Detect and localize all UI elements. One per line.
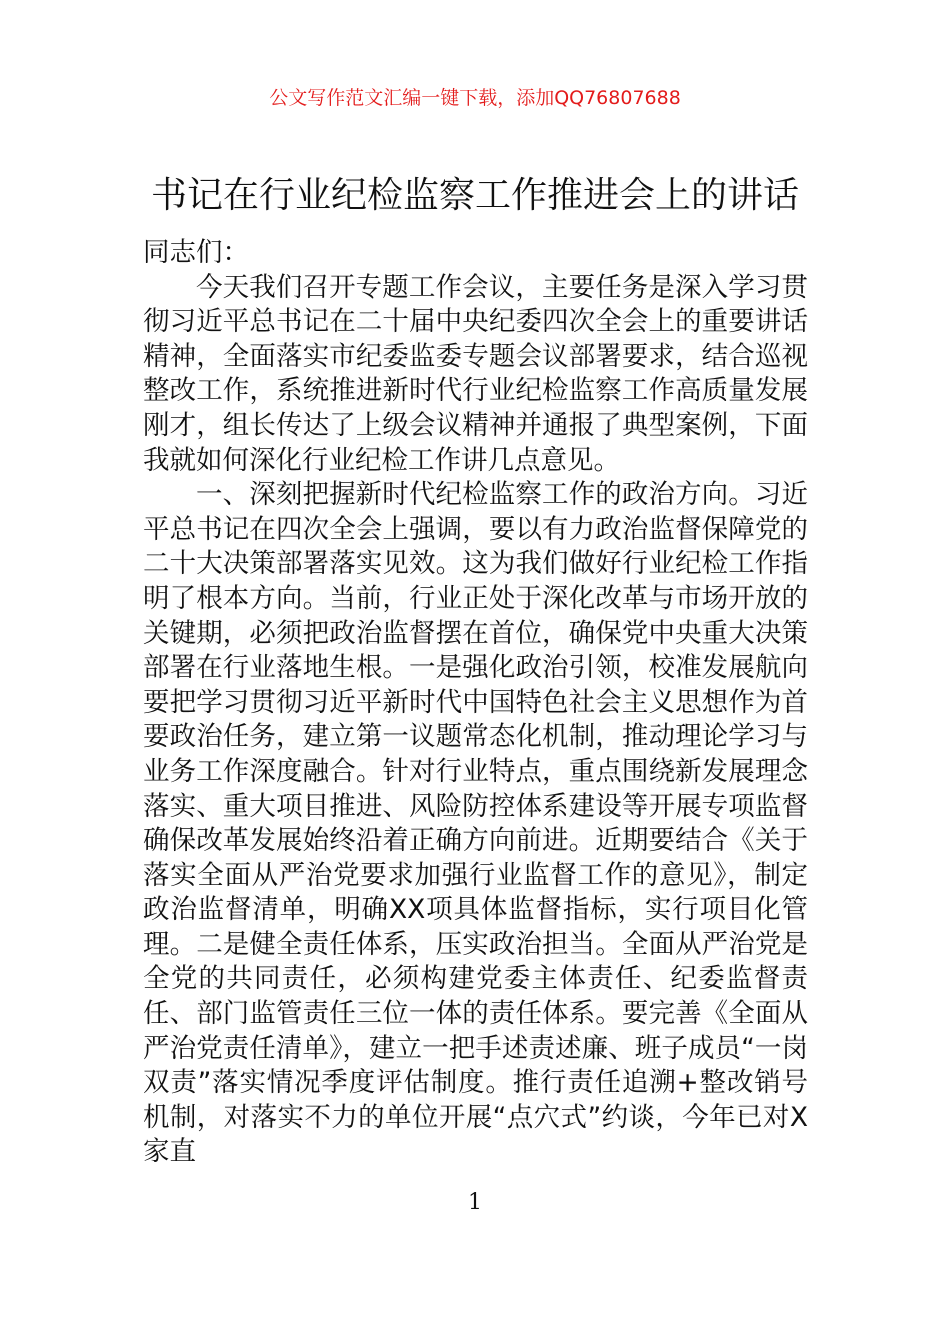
speech-body	[143, 236, 808, 1170]
salutation: 同志们：	[143, 237, 249, 268]
download-watermark: 公文写作范文汇编一键下载，添加QQ76807688	[269, 87, 681, 109]
page-number: 1	[468, 1190, 482, 1215]
speech-title: 书记在行业纪检监察工作推进会上的讲话	[150, 175, 799, 216]
paragraph-intro: 今天我们召开专题工作会议，主要任务是深入学习贯彻习近平总书记在二十届中央纪委四次全会上的重要讲话精神，全面落实市纪委监委专题会议部署要求，结合巡视整改工作，系统推进新时代行业纪检监察工作高质量发展刚才，组长传达了上级会议精神并通报了典型案例，下面我就如何深化行业纪检工作讲几点意见。	[143, 271, 808, 476]
paragraph-section-one: 一、深刻把握新时代纪检监察工作的政治方向。习近平总书记在四次全会上强调，要以有力政治监督保障党的二十大决策部署落实见效。这为我们做好行业纪检工作指明了根本方向。当前，行业正处于深化改革与市场开放的关键期，必须把政治监督摆在首位，确保党中央重大决策部署在行业落地生根。一是强化政治引领，校准发展航向要把学习贯彻习近平新时代中国特色社会主义思想作为首要政治任务，建立第一议题常态化机制，推动理论学习与业务工作深度融合。针对行业特点，重点围绕新发展理念落实、重大项目推进、风险防控体系建设等开展专项监督确保改革发展始终沿着正确方向前进。近期要结合《关于落实全面从严治党要求加强行业监督工作的意见》，制定政治监督清单，明确XX项具体监督指标，实行项目化管理。二是健全责任体系，压实政治担当。全面从严治党是全党的共同责任，必须构建党委主体责任、纪委监督责任、部门监管责任三位一体的责任体系。要完善《全面从严治党责任清单》，建立一把手述责述廉、班子成员“一岗双责”落实情况季度评估制度。推行责任追溯+整改销号机制，对落实不力的单位开展“点穴式”约谈，今年已对X家直	[143, 479, 808, 1168]
